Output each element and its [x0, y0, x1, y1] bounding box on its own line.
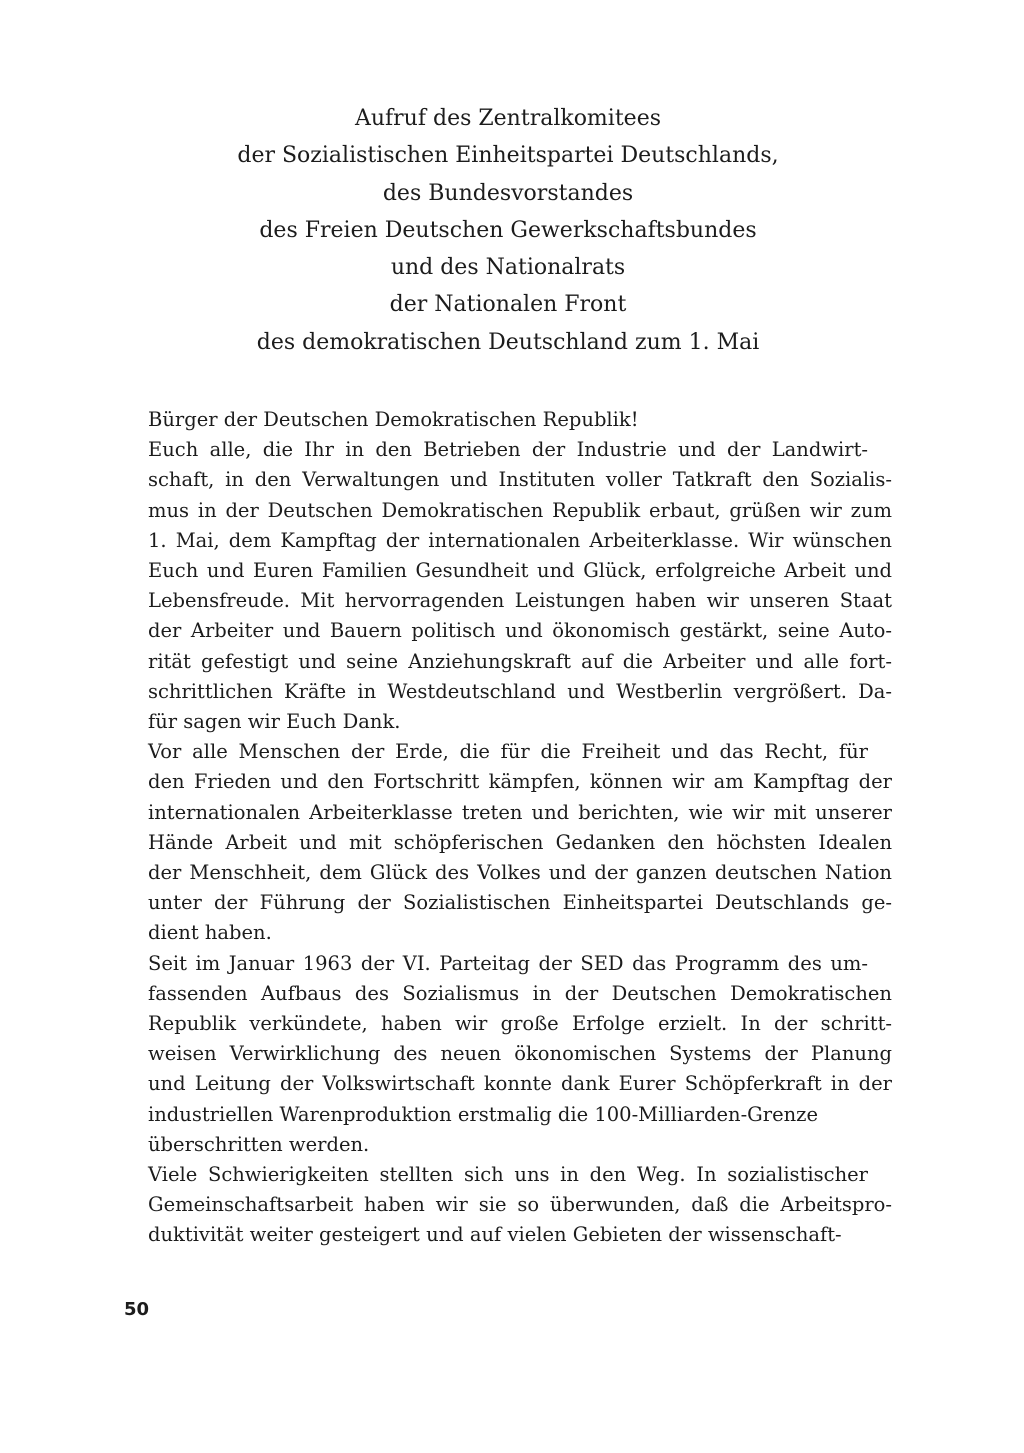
- text-line: Seit im Januar 1963 der VI. Parteitag der SED das Programm des um-: [148, 951, 868, 975]
- paragraph: [124, 435, 892, 737]
- text-line: unter der Führung der Sozialistischen Einheitspartei Deutschlands ge-: [148, 891, 892, 915]
- text-line: dient haben.: [148, 921, 272, 945]
- text-line: der Arbeiter und Bauern politisch und ökonomisch gestärkt, seine Auto-: [148, 619, 892, 643]
- text-line: industriellen Warenproduktion erstmalig die 100-Milliarden-Grenze: [148, 1102, 818, 1126]
- text-line: internationalen Arbeiterklasse treten und berichten, wie wir mit unserer: [148, 800, 892, 824]
- heading-line: Aufruf des Zentralkomitees: [354, 106, 662, 131]
- text-line: Euch alle, die Ihr in den Betrieben der Industrie und der Landwirt-: [148, 438, 868, 462]
- text-line: für sagen wir Euch Dank.: [148, 710, 401, 734]
- page-number: 50: [124, 1299, 150, 1320]
- text-line: und Leitung der Volkswirtschaft konnte dank Eurer Schöpferkraft in der: [148, 1072, 892, 1096]
- text-line: schaft, in den Verwaltungen und Instituten voller Tatkraft den Sozialis-: [148, 468, 892, 492]
- paragraph: [124, 737, 892, 948]
- text-line: mus in der Deutschen Demokratischen Republik erbaut, grüßen wir zum: [148, 498, 892, 522]
- document-heading: [150, 100, 866, 361]
- text-line: den Frieden und den Fortschritt kämpfen, können wir am Kampftag der: [148, 770, 892, 794]
- paragraph: [124, 949, 892, 1160]
- text-line: Gemeinschaftsarbeit haben wir sie so überwunden, daß die Arbeitspro-: [148, 1193, 892, 1217]
- text-line: duktivität weiter gesteigert und auf vielen Gebieten der wissenschaft-: [148, 1223, 842, 1247]
- heading-line: der Sozialistischen Einheitspartei Deutschlands,: [237, 143, 779, 169]
- paragraph: [124, 1160, 892, 1251]
- text-line: weisen Verwirklichung des neuen ökonomischen Systems der Planung: [148, 1042, 892, 1066]
- text-line: Bürger der Deutschen Demokratischen Republik!: [148, 408, 639, 431]
- salutation-paragraph: [124, 405, 892, 435]
- text-line: Vor alle Menschen der Erde, die für die Freiheit und das Recht, für: [148, 740, 868, 764]
- text-line: Hände Arbeit und mit schöpferischen Gedanken den höchsten Idealen: [148, 830, 892, 854]
- heading-line: des Bundesvorstandes: [382, 180, 634, 206]
- text-line: Lebensfreude. Mit hervorragenden Leistungen haben wir unseren Staat: [148, 589, 892, 613]
- heading-line: des demokratischen Deutschland zum 1. Mai: [256, 329, 760, 355]
- text-line: überschritten werden.: [148, 1132, 370, 1156]
- body-text: [124, 405, 892, 1251]
- text-line: Euch und Euren Familien Gesundheit und Glück, erfolgreiche Arbeit und: [148, 559, 892, 583]
- heading-line: und des Nationalrats: [390, 255, 626, 281]
- text-line: Republik verkündete, haben wir große Erfolge erzielt. In der schritt-: [148, 1012, 892, 1036]
- text-line: rität gefestigt und seine Anziehungskraft auf die Arbeiter und alle fort-: [148, 649, 892, 673]
- text-line: 1. Mai, dem Kampftag der internationalen Arbeiterklasse. Wir wünschen: [148, 528, 892, 552]
- heading-line: der Nationalen Front: [389, 292, 627, 318]
- heading-line: des Freien Deutschen Gewerkschaftsbundes: [259, 217, 757, 243]
- text-line: Viele Schwierigkeiten stellten sich uns in den Weg. In sozialistischer: [148, 1163, 868, 1187]
- text-line: schrittlichen Kräfte in Westdeutschland und Westberlin vergrößert. Da-: [148, 679, 892, 703]
- text-line: der Menschheit, dem Glück des Volkes und der ganzen deutschen Nation: [148, 861, 892, 885]
- text-line: fassenden Aufbaus des Sozialismus in der Deutschen Demokratischen: [148, 981, 892, 1005]
